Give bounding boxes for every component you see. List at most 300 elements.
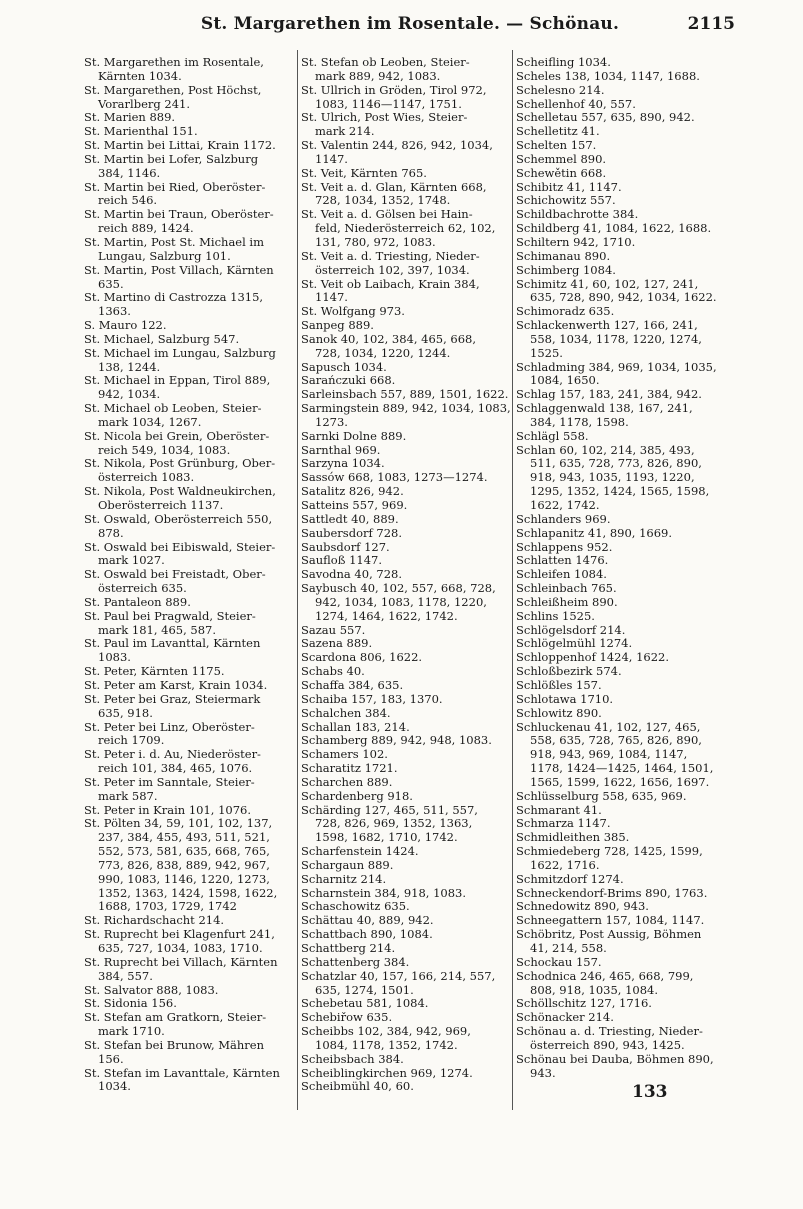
index-entry (516, 1011, 728, 1025)
index-entry (301, 56, 513, 84)
entry-line: Schlatten 1476. (516, 554, 609, 568)
index-entry (516, 513, 728, 527)
entry-line: St. Martino di Castrozza 1315, (84, 291, 264, 305)
entry-line: St. Veit, Kärnten 765. (301, 166, 427, 180)
entry-line: St. Martin, Post Villach, Kärnten (84, 263, 274, 277)
index-entry (516, 721, 728, 790)
entry-line: St. Peter am Karst, Krain 1034. (84, 678, 268, 692)
entry-line: St. Marien 889. (84, 111, 176, 125)
index-entry (301, 804, 513, 846)
index-entry (84, 84, 296, 112)
entry-line: Schönau bei Dauba, Böhmen 890, (516, 1052, 714, 1066)
entry-continuation: 1622, 1742. (530, 499, 600, 512)
entry-continuation: 384, 1178, 1598. (530, 415, 629, 429)
index-entry (84, 333, 296, 347)
index-entry (301, 928, 513, 942)
index-entry (301, 111, 513, 139)
index-entry (516, 651, 728, 665)
entry-line: Sazena 889. (301, 637, 373, 651)
entry-line: Schattberg 214. (301, 942, 396, 955)
index-entry (84, 568, 296, 596)
index-entry (301, 624, 513, 638)
index-entry (301, 707, 513, 721)
entry-continuation: 1352, 1363, 1424, 1598, 1622, (98, 886, 278, 900)
index-entry (516, 278, 728, 306)
entry-line: Schlotawa 1710. (516, 692, 614, 706)
index-entry (84, 693, 296, 721)
entry-line: Schneckendorf-Brims 890, 1763. (516, 886, 708, 900)
index-entry (84, 139, 296, 153)
entry-line: Savodna 40, 728. (301, 568, 402, 582)
entry-line: Schöbritz, Post Aussig, Böhmen (516, 928, 702, 942)
entry-line: Schlowitz 890. (516, 706, 602, 720)
entry-continuation: 942, 1034. (98, 388, 161, 402)
entry-continuation: mark 889, 942, 1083. (315, 69, 441, 83)
entry-line: Schaffa 384, 635. (301, 678, 404, 692)
entry-continuation: reich 549, 1034, 1083. (98, 443, 231, 457)
index-entry (301, 319, 513, 333)
entry-line: St. Sidonia 156. (84, 997, 177, 1011)
index-entry (516, 1025, 728, 1053)
index-entry (301, 873, 513, 887)
entry-continuation: Vorarlberg 241. (98, 97, 190, 111)
index-entry (301, 721, 513, 735)
index-entry (516, 319, 728, 361)
entry-line: Schärding 127, 465, 511, 557, (301, 803, 478, 817)
entry-continuation: Oberösterreich 1137. (98, 499, 224, 512)
entry-line: Schargaun 889. (301, 858, 394, 872)
index-entry (516, 444, 728, 513)
index-entry (301, 887, 513, 901)
entry-continuation: 511, 635, 728, 773, 826, 890, (530, 457, 702, 471)
entry-line: Scharatitz 1721. (301, 762, 398, 776)
entry-continuation: 1178, 1424—1425, 1464, 1501, (530, 762, 714, 776)
entry-line: Satalitz 826, 942. (301, 485, 404, 499)
index-entry (84, 679, 296, 693)
entry-line: Schleinbach 765. (516, 582, 617, 596)
index-entry (84, 1011, 296, 1039)
entry-line: St. Stefan bei Brunow, Mähren (84, 1038, 265, 1052)
index-entry (301, 167, 513, 181)
index-entry (301, 942, 513, 956)
entry-line: Schönacker 214. (516, 1011, 614, 1025)
index-entry (516, 582, 728, 596)
entry-line: St. Martin, Post St. Michael im (84, 235, 265, 249)
entry-line: Schmitzdorf 1274. (516, 872, 624, 886)
entry-line: Schibitz 41, 1147. (516, 180, 622, 194)
index-entry (516, 804, 728, 818)
entry-line: St. Wolfgang 973. (301, 305, 405, 319)
entry-line: Sarzyna 1034. (301, 457, 385, 471)
index-entry (516, 596, 728, 610)
index-entry (301, 471, 513, 485)
index-entry (84, 776, 296, 804)
index-entry (516, 707, 728, 721)
index-entry (301, 914, 513, 928)
index-entry (301, 970, 513, 998)
entry-continuation: 808, 918, 1035, 1084. (530, 983, 659, 997)
index-entry (516, 956, 728, 970)
entry-line: Sanok 40, 102, 384, 465, 668, (301, 332, 477, 346)
index-entry (516, 624, 728, 638)
index-entry (516, 831, 728, 845)
entry-line: St. Stefan am Gratkorn, Steier- (84, 1011, 267, 1025)
entry-line: St. Martin bei Traun, Oberöster- (84, 208, 274, 222)
entry-continuation: 138, 1244. (98, 360, 161, 374)
entry-line: Schebiřow 635. (301, 1011, 393, 1025)
entry-line: Schlappens 952. (516, 540, 613, 554)
index-entry (516, 111, 728, 125)
entry-line: Schimoradz 635. (516, 305, 615, 319)
index-entry (516, 887, 728, 901)
entry-line: Sassów 668, 1083, 1273—1274. (301, 471, 488, 485)
running-title: St. Margarethen im Rosentale. — Schönau. (200, 14, 620, 34)
entry-line: Schimberg 1084. (516, 263, 616, 277)
entry-line: St. Peter bei Graz, Steiermark (84, 692, 261, 706)
entry-line: Scharfenstein 1424. (301, 845, 419, 859)
entry-line: Schlögelmühl 1274. (516, 637, 633, 651)
index-entry (516, 56, 728, 70)
sheet-number: 133 (632, 1082, 668, 1102)
index-entry (516, 222, 728, 236)
entry-line: St. Stefan ob Leoben, Steier- (301, 56, 470, 69)
entry-continuation: 1273. (315, 415, 348, 429)
index-entry (516, 970, 728, 998)
entry-continuation: 1525. (530, 346, 563, 360)
index-column-2 (301, 56, 513, 1094)
index-entry (84, 1067, 296, 1095)
entry-continuation: 1083, 1146—1147, 1751. (315, 97, 462, 111)
page-number: 2115 (687, 14, 735, 34)
entry-line: Schodnica 246, 465, 668, 799, (516, 969, 694, 983)
index-entry (84, 430, 296, 458)
index-entry (516, 527, 728, 541)
entry-line: Sarmingstein 889, 942, 1034, 1083, (301, 402, 511, 416)
entry-line: Schelten 157. (516, 139, 597, 153)
entry-line: St. Margarethen, Post Höchst, (84, 83, 262, 97)
index-entry (301, 845, 513, 859)
index-entry (301, 651, 513, 665)
entry-line: Schneegattern 157, 1084, 1147. (516, 914, 705, 928)
index-entry (84, 928, 296, 956)
entry-continuation: 773, 826, 838, 889, 942, 967, (98, 858, 270, 872)
index-entry (84, 291, 296, 319)
entry-line: St. Pantaleon 889. (84, 595, 191, 609)
index-entry (516, 665, 728, 679)
entry-continuation: feld, Niederösterreich 62, 102, (315, 222, 496, 236)
entry-line: Schalchen 384. (301, 706, 391, 720)
entry-line: St. Oswald bei Freistadt, Ober- (84, 568, 266, 582)
entry-continuation: 384, 557. (98, 969, 153, 983)
entry-line: Sattledt 40, 889. (301, 512, 399, 526)
page-footer (600, 1082, 720, 1108)
index-entry (516, 84, 728, 98)
index-entry (84, 374, 296, 402)
index-entry (516, 125, 728, 139)
entry-line: Schockau 157. (516, 955, 602, 969)
index-entry (516, 928, 728, 956)
index-entry (301, 402, 513, 430)
column-divider (297, 50, 298, 1110)
entry-continuation: 1565, 1599, 1622, 1656, 1697. (530, 775, 710, 789)
entry-line: St. Michael ob Leoben, Steier- (84, 402, 262, 416)
index-entry (301, 305, 513, 319)
entry-continuation: 1363. (98, 305, 131, 319)
index-entry (301, 1067, 513, 1081)
index-entry (84, 997, 296, 1011)
index-entry (301, 388, 513, 402)
entry-continuation: mark 214. (315, 125, 375, 139)
entry-line: Sarnki Dolne 889. (301, 429, 407, 443)
entry-continuation: 728, 1034, 1352, 1748. (315, 194, 451, 208)
entry-line: Schlögelsdorf 214. (516, 623, 626, 637)
entry-line: Schloßbezirk 574. (516, 665, 622, 679)
entry-line: St. Margarethen im Rosentale, (84, 56, 264, 69)
entry-continuation: 943. (530, 1066, 556, 1080)
entry-line: Schladming 384, 969, 1034, 1035, (516, 360, 717, 374)
entry-line: St. Martin bei Lofer, Salzburg (84, 152, 259, 166)
index-entry (301, 1053, 513, 1067)
entry-line: Schlägl 558. (516, 429, 589, 443)
entry-continuation: 635, 728, 890, 942, 1034, 1622. (530, 291, 717, 305)
index-entry (516, 181, 728, 195)
entry-line: Schlößles 157. (516, 678, 602, 692)
index-entry (516, 70, 728, 84)
index-entry (84, 208, 296, 236)
index-entry (84, 153, 296, 181)
entry-line: Saybusch 40, 102, 557, 668, 728, (301, 582, 496, 596)
entry-line: Schelletitz 41. (516, 125, 600, 139)
index-entry (301, 859, 513, 873)
index-entry (301, 541, 513, 555)
entry-line: Schlan 60, 102, 214, 385, 493, (516, 443, 695, 457)
entry-line: Schönau a. d. Triesting, Nieder- (516, 1025, 703, 1039)
index-entry (301, 84, 513, 112)
page-header (85, 8, 735, 38)
index-entry (84, 264, 296, 292)
entry-line: St. Peter i. d. Au, Niederöster- (84, 748, 261, 762)
entry-line: St. Nicola bei Grein, Oberöster- (84, 429, 270, 443)
index-entry (301, 693, 513, 707)
index-entry (301, 250, 513, 278)
index-entry (301, 734, 513, 748)
entry-line: Schichowitz 557. (516, 194, 616, 208)
entry-continuation: Kärnten 1034. (98, 69, 182, 83)
entry-line: Scharnstein 384, 918, 1083. (301, 886, 466, 900)
entry-line: Schamberg 889, 942, 948, 1083. (301, 734, 492, 748)
index-entry (301, 956, 513, 970)
entry-line: Sapusch 1034. (301, 360, 387, 374)
entry-line: Schnedowitz 890, 943. (516, 900, 649, 914)
index-entry (516, 679, 728, 693)
entry-continuation: 635, 1274, 1501. (315, 983, 414, 997)
entry-line: Schamers 102. (301, 748, 388, 762)
index-entry (84, 914, 296, 928)
index-entry (301, 582, 513, 624)
entry-line: St. Marienthal 151. (84, 125, 198, 139)
entry-line: St. Paul bei Pragwald, Steier- (84, 609, 256, 623)
entry-line: Schelletau 557, 635, 890, 942. (516, 111, 695, 125)
entry-line: St. Veit ob Laibach, Krain 384, (301, 277, 480, 291)
entry-continuation: 918, 943, 1035, 1193, 1220, (530, 471, 695, 485)
index-entry (516, 790, 728, 804)
entry-line: Scardona 806, 1622. (301, 651, 423, 665)
index-entry (516, 361, 728, 389)
entry-line: Schlins 1525. (516, 609, 595, 623)
entry-line: Schaiba 157, 183, 1370. (301, 692, 443, 706)
entry-line: St. Nikola, Post Waldneukirchen, (84, 485, 276, 499)
index-entry (84, 984, 296, 998)
index-entry (84, 402, 296, 430)
index-entry (301, 997, 513, 1011)
index-entry (516, 388, 728, 402)
entry-line: Schättau 40, 889, 942. (301, 914, 434, 928)
entry-continuation: 635. (98, 277, 124, 291)
index-entry (84, 596, 296, 610)
entry-line: Schaschowitz 635. (301, 900, 410, 914)
index-entry (301, 430, 513, 444)
entry-line: Schmarza 1147. (516, 817, 611, 831)
entry-line: Schildberg 41, 1084, 1622, 1688. (516, 222, 712, 236)
index-entry (301, 554, 513, 568)
entry-continuation: mark 587. (98, 789, 158, 803)
index-entry (516, 693, 728, 707)
entry-line: Schloppenhof 1424, 1622. (516, 651, 670, 665)
entry-continuation: österreich 102, 397, 1034. (315, 263, 470, 277)
index-entry (84, 111, 296, 125)
index-entry (301, 790, 513, 804)
entry-continuation: 1147. (315, 291, 348, 305)
index-entry (84, 541, 296, 569)
entry-line: Schmiedeberg 728, 1425, 1599, (516, 845, 703, 859)
index-entry (516, 817, 728, 831)
entry-line: Sarnthal 969. (301, 443, 381, 457)
entry-continuation: 728, 826, 969, 1352, 1363, (315, 817, 473, 831)
index-entry (516, 194, 728, 208)
entry-line: Schemmel 890. (516, 152, 607, 166)
entry-continuation: 156. (98, 1052, 124, 1066)
entry-continuation: 1295, 1352, 1424, 1565, 1598, (530, 485, 710, 499)
entry-line: Saufloß 1147. (301, 554, 382, 568)
entry-line: St. Peter in Krain 101, 1076. (84, 803, 252, 817)
entry-line: St. Oswald bei Eibiswald, Steier- (84, 540, 276, 554)
entry-continuation: 1084, 1650. (530, 374, 600, 388)
index-entry (301, 513, 513, 527)
entry-line: Schallan 183, 214. (301, 720, 410, 734)
index-entry (84, 236, 296, 264)
entry-line: Schewětin 668. (516, 166, 607, 180)
index-entry (516, 250, 728, 264)
entry-line: Scheles 138, 1034, 1147, 1688. (516, 69, 700, 83)
index-entry (301, 361, 513, 375)
entry-line: Saubsdorf 127. (301, 540, 390, 554)
entry-line: Schlaggenwald 138, 167, 241, (516, 402, 693, 416)
entry-line: St. Peter im Sanntale, Steier- (84, 775, 255, 789)
entry-line: St. Nikola, Post Grünburg, Ober- (84, 457, 276, 471)
entry-line: St. Martin bei Ried, Oberöster- (84, 180, 266, 194)
entry-line: Schimanau 890. (516, 249, 611, 263)
entry-line: St. Ulrich, Post Wies, Steier- (301, 111, 468, 125)
index-entry (301, 762, 513, 776)
entry-line: Schabs 40. (301, 665, 365, 679)
index-entry (301, 637, 513, 651)
entry-line: Schleißheim 890. (516, 595, 618, 609)
entry-line: Schmarant 41. (516, 803, 602, 817)
index-entry (516, 1053, 728, 1081)
entry-line: Schmidleithen 385. (516, 831, 630, 845)
index-entry (301, 679, 513, 693)
index-entry (516, 236, 728, 250)
index-entry (301, 1080, 513, 1094)
entry-line: Schattbach 890, 1084. (301, 928, 433, 942)
entry-continuation: 1622, 1716. (530, 858, 600, 872)
entry-continuation: mark 1027. (98, 554, 165, 568)
entry-line: St. Valentin 244, 826, 942, 1034, (301, 139, 493, 153)
entry-line: Schlackenwerth 127, 166, 241, (516, 319, 698, 333)
index-entry (516, 208, 728, 222)
entry-line: Schellenhof 40, 557. (516, 97, 636, 111)
index-entry (301, 457, 513, 471)
index-entry (301, 665, 513, 679)
entry-line: St. Veit a. d. Glan, Kärnten 668, (301, 180, 487, 194)
entry-line: Sazau 557. (301, 623, 366, 637)
index-entry (301, 748, 513, 762)
entry-line: Schlanders 969. (516, 512, 611, 526)
entry-continuation: 1034. (98, 1080, 131, 1094)
entry-line: St. Michael, Salzburg 547. (84, 332, 240, 346)
entry-line: Schlag 157, 183, 241, 384, 942. (516, 388, 702, 402)
entry-continuation: mark 1710. (98, 1025, 165, 1039)
index-entry (84, 513, 296, 541)
entry-line: Sarleinsbach 557, 889, 1501, 1622. (301, 388, 509, 402)
entry-line: Schildbachrotte 384. (516, 208, 639, 222)
index-entry (301, 444, 513, 458)
index-entry (516, 167, 728, 181)
entry-continuation: österreich 1083. (98, 471, 195, 485)
index-entry (301, 278, 513, 306)
entry-line: Schleifen 1084. (516, 568, 607, 582)
index-entry (516, 637, 728, 651)
entry-line: St. Salvator 888, 1083. (84, 983, 219, 997)
index-entry (301, 568, 513, 582)
entry-continuation: österreich 635. (98, 582, 187, 596)
entry-continuation: 918, 943, 969, 1084, 1147, (530, 748, 688, 762)
entry-line: Scheiblingkirchen 969, 1274. (301, 1066, 473, 1080)
entry-line: Scharchen 889. (301, 775, 393, 789)
entry-line: Sanpeg 889. (301, 319, 374, 333)
index-entry (516, 873, 728, 887)
entry-continuation: 558, 635, 728, 765, 826, 890, (530, 734, 702, 748)
index-entry (516, 554, 728, 568)
index-entry (301, 485, 513, 499)
index-entry (301, 1011, 513, 1025)
index-entry (516, 402, 728, 430)
entry-continuation: österreich 890, 943, 1425. (530, 1038, 685, 1052)
entry-line: Schebetau 581, 1084. (301, 997, 429, 1011)
entry-line: Scheibbs 102, 384, 942, 969, (301, 1025, 471, 1039)
entry-line: St. Ruprecht bei Klagenfurt 241, (84, 928, 275, 942)
entry-line: Schluckenau 41, 102, 127, 465, (516, 720, 701, 734)
entry-continuation: 558, 1034, 1178, 1220, 1274, (530, 332, 702, 346)
index-entry (84, 125, 296, 139)
index-entry (84, 721, 296, 749)
entry-line: Scheibsbach 384. (301, 1052, 404, 1066)
index-entry (516, 845, 728, 873)
entry-continuation: 878. (98, 526, 124, 540)
entry-continuation: 384, 1146. (98, 166, 161, 180)
index-entry (516, 305, 728, 319)
index-entry (516, 153, 728, 167)
